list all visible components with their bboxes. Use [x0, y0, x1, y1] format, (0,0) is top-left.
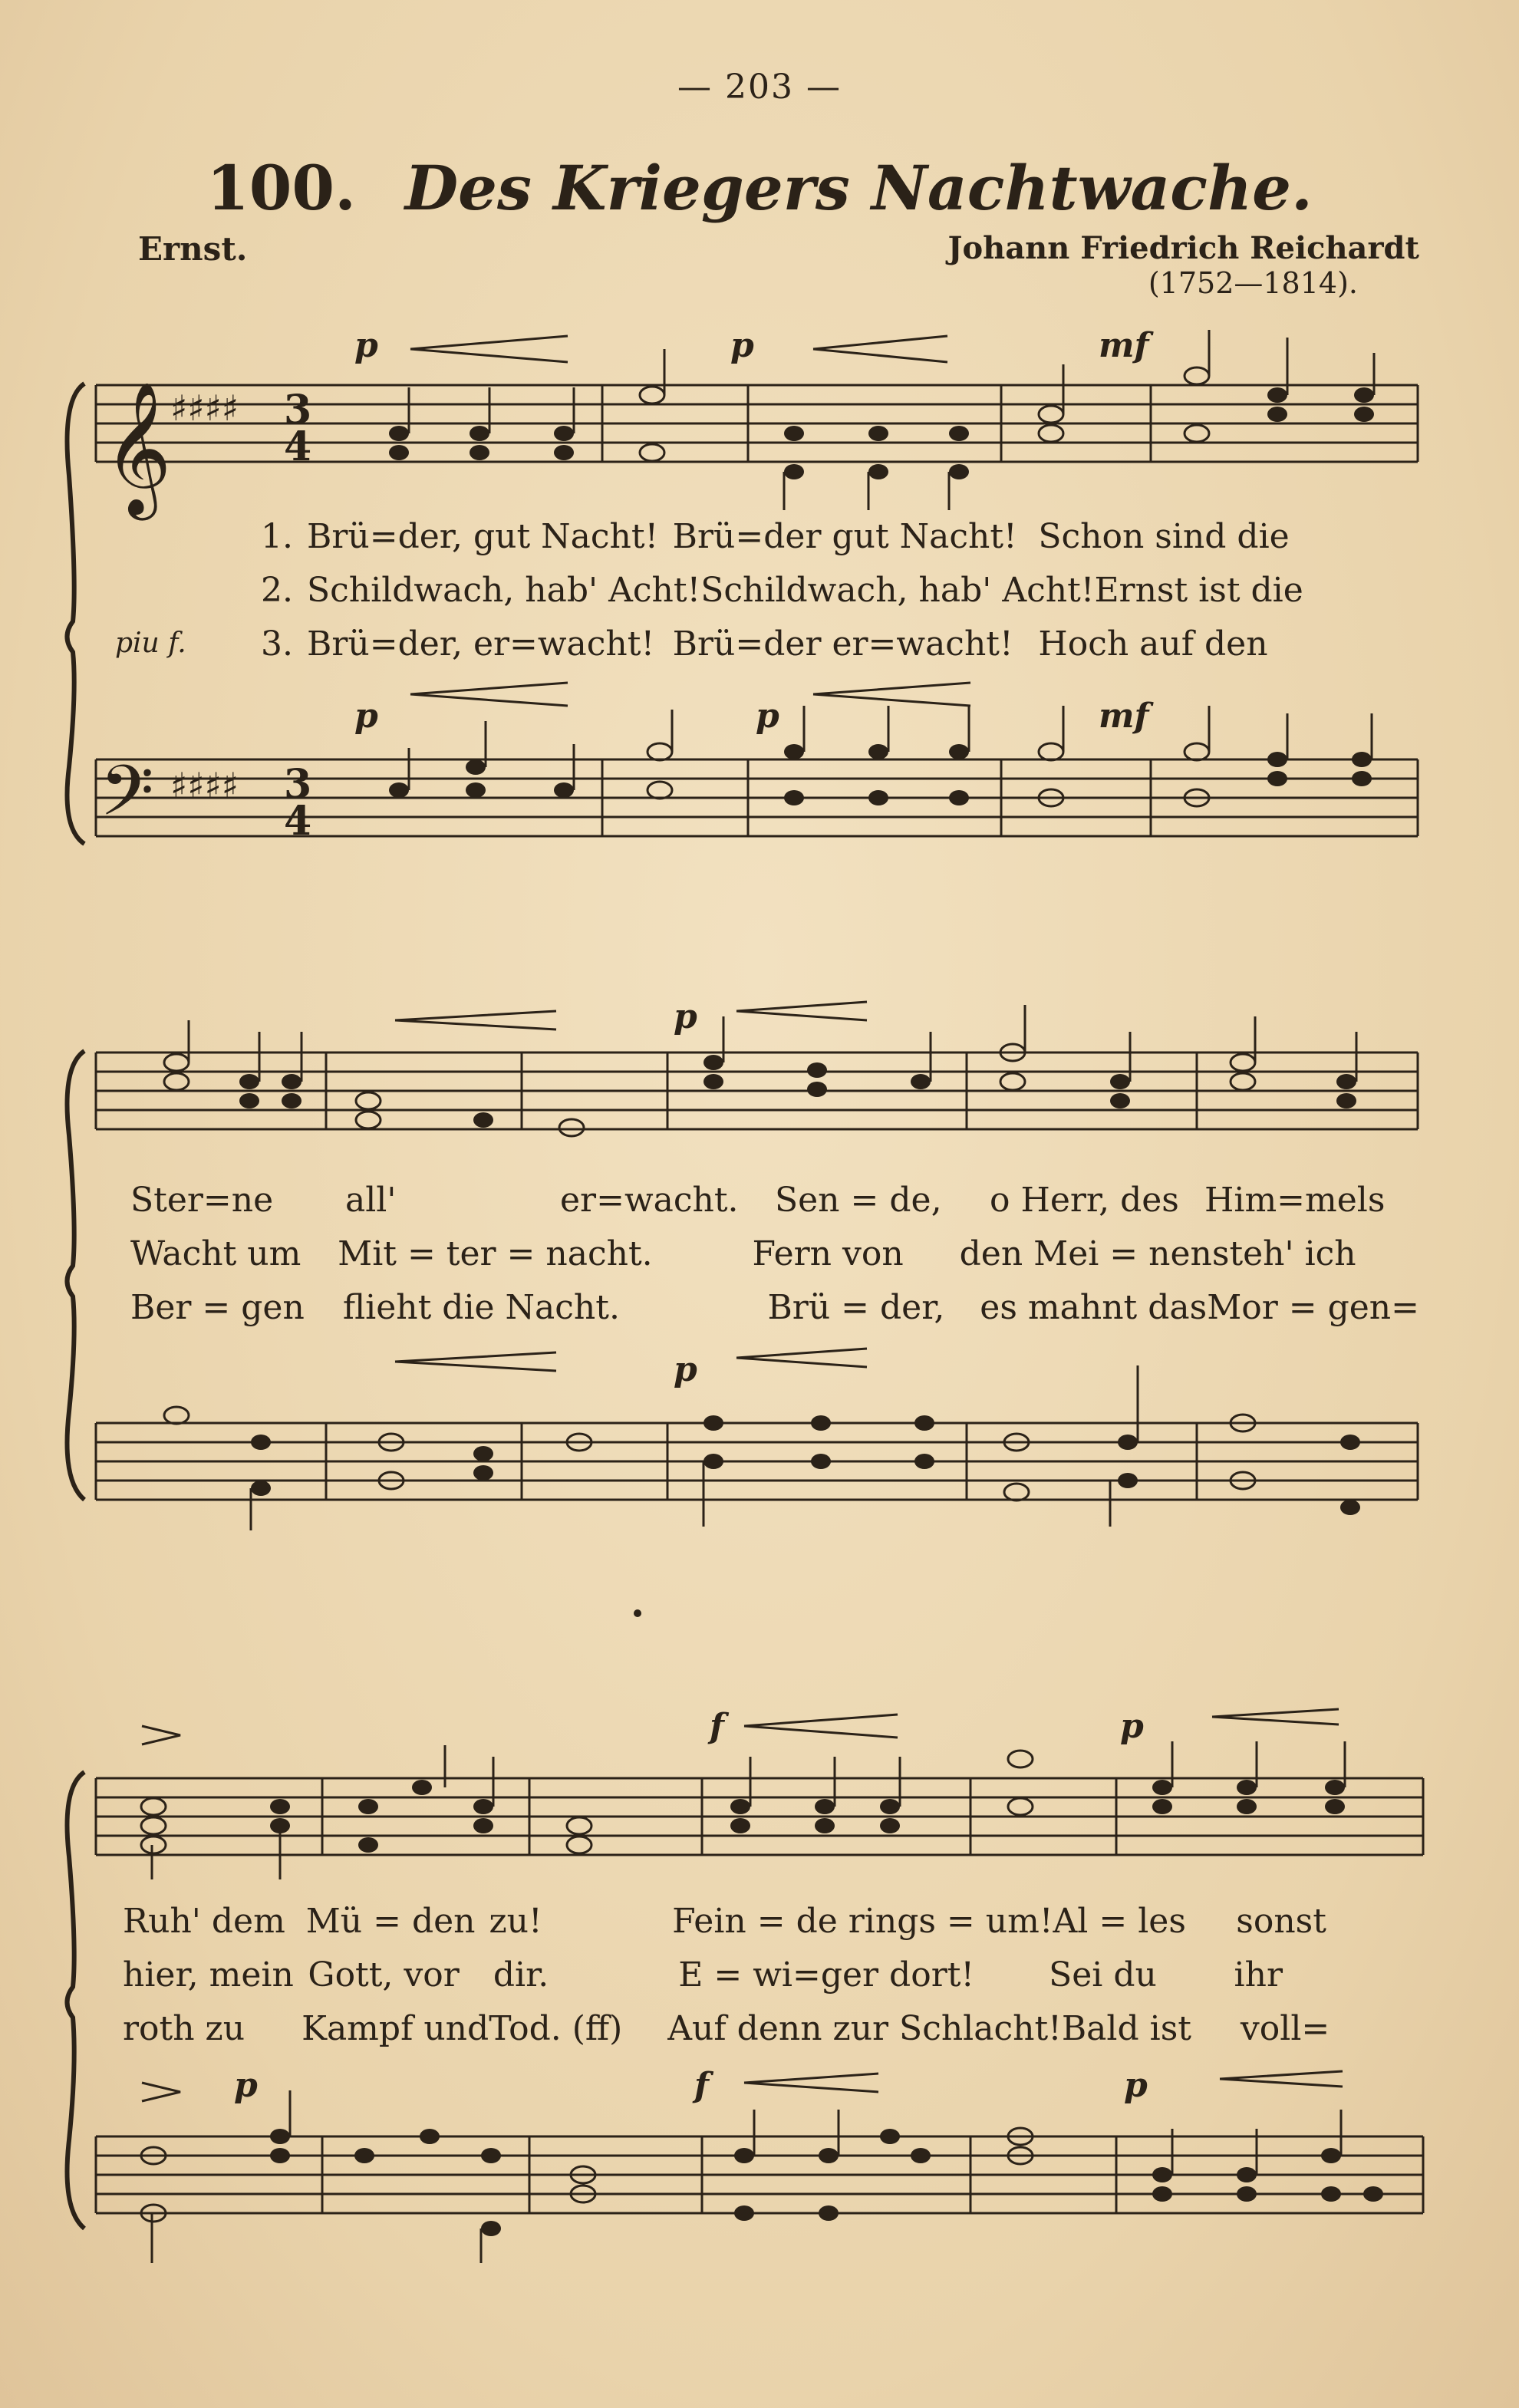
svg-text:♯♯♯♯: ♯♯♯♯	[170, 765, 239, 806]
lyric-fragment: sonst	[1236, 1902, 1326, 1941]
lyric-fragment: Schon sind die	[1038, 517, 1290, 556]
dynamic-mark: p	[730, 326, 754, 365]
system-3-lyrics	[123, 1895, 1419, 2056]
crescendo-hairpin	[813, 683, 970, 706]
system-1-brace	[68, 384, 85, 844]
svg-text:3: 3	[284, 761, 312, 808]
lyric-fragment: E = wi=ger dort!	[678, 1955, 975, 1995]
lyric-fragment: Mor = gen=	[1207, 1288, 1420, 1327]
lyric-fragment: Wacht um	[130, 1234, 301, 1273]
dynamic-mark: p	[756, 697, 779, 736]
lyric-fragment: Sei du	[1049, 1955, 1157, 1995]
lyric-fragment: Brü=der er=wacht!	[672, 624, 1013, 664]
lyric-fragment: 3.	[261, 624, 293, 664]
lyric-fragment: den Mei = nen	[959, 1234, 1212, 1273]
lyric-fragment: Brü=der, gut Nacht!	[307, 517, 659, 556]
verse-1-line	[123, 1895, 1419, 1948]
dynamic-mark: mf	[1099, 697, 1149, 736]
print-dot	[634, 1609, 641, 1617]
verse-3-line	[123, 2002, 1419, 2056]
lyric-fragment: Tod. (ff)	[489, 2009, 623, 2048]
verse-2-line	[130, 1227, 1419, 1281]
verse-1-line	[130, 1174, 1419, 1227]
lyric-fragment: Brü=der gut Nacht!	[672, 517, 1017, 556]
lyric-fragment: Ruh' dem	[123, 1902, 285, 1941]
lyric-fragment: steh' ich	[1211, 1234, 1356, 1273]
dynamic-mark: p	[674, 1350, 697, 1389]
svg-text:4: 4	[284, 798, 312, 845]
verse-3-line	[130, 1281, 1419, 1335]
piu-forte-mark: piu f.	[115, 628, 186, 659]
system-2-treble-staff	[96, 1052, 1418, 1129]
lyric-fragment: Hoch auf den	[1038, 624, 1268, 664]
system-2-brace	[68, 1051, 85, 1500]
dynamic-mark: f	[694, 2066, 709, 2105]
lyric-fragment: Kampf und	[301, 2009, 489, 2048]
lyric-fragment: Al = les	[1053, 1902, 1186, 1941]
lyric-fragment: all'	[345, 1181, 397, 1220]
song-title: Des Kriegers Nachtwache.	[404, 152, 1313, 224]
bass-clef: 𝄢	[100, 750, 154, 848]
lyric-fragment: Brü=der, er=wacht!	[307, 624, 655, 664]
lyric-fragment: Ernst ist die	[1094, 571, 1303, 610]
dynamic-mark: p	[1120, 1707, 1144, 1746]
crescendo-hairpin	[813, 336, 947, 362]
dynamic-mark: p	[354, 697, 378, 736]
verse-2-line	[123, 1948, 1419, 2002]
verse-2-line	[261, 564, 1404, 618]
lyric-fragment: Auf denn zur Schlacht!	[667, 2009, 1062, 2048]
composer-dates: (1752—1814).	[1148, 266, 1358, 300]
lyric-fragment: Ster=ne	[130, 1181, 274, 1220]
dynamic-mark: mf	[1099, 326, 1149, 365]
lyric-fragment: Him=mels	[1204, 1181, 1386, 1220]
lyric-fragment: zu!	[489, 1902, 542, 1941]
key-signature-sharps: ♯♯♯♯	[170, 387, 239, 429]
lyric-fragment: Schildwach, hab' Acht!	[700, 571, 1095, 610]
lyric-fragment: ihr	[1234, 1955, 1283, 1995]
dynamic-mark: p	[674, 997, 697, 1036]
lyric-fragment: Schildwach, hab' Acht!	[307, 571, 701, 610]
lyric-fragment: er=wacht.	[560, 1181, 739, 1220]
tempo-marking: Ernst.	[138, 230, 248, 268]
crescendo-hairpin	[410, 336, 568, 362]
lyric-fragment: Ber = gen	[130, 1288, 305, 1327]
system-1-lyrics	[261, 510, 1404, 671]
page-number: — 203 —	[677, 68, 842, 107]
system-2-lyrics	[130, 1174, 1419, 1335]
lyric-fragment: 1.	[261, 517, 293, 556]
lyric-fragment: roth zu	[123, 2009, 245, 2048]
dynamic-mark: p	[234, 2066, 258, 2105]
lyric-fragment: hier, mein	[123, 1955, 294, 1995]
svg-text:3: 3	[284, 387, 312, 433]
song-number: 100.	[206, 152, 356, 224]
system-3-brace	[68, 1772, 85, 2228]
dynamic-mark: p	[354, 326, 378, 365]
composer-name: Johann Friedrich Reichardt	[947, 230, 1419, 266]
lyric-fragment: Brü = der,	[767, 1288, 945, 1327]
lyric-fragment: Bald ist	[1061, 2009, 1191, 2048]
lyric-fragment: Fern von	[752, 1234, 904, 1273]
verse-3-line	[261, 618, 1404, 671]
treble-clef: 𝄞	[104, 381, 172, 515]
lyric-fragment: Mit = ter = nacht.	[338, 1234, 653, 1273]
dynamic-mark: f	[710, 1707, 724, 1746]
lyric-fragment: es mahnt das	[980, 1288, 1208, 1327]
lyric-fragment: Fein = de rings = um!	[672, 1902, 1053, 1941]
system-3-treble-staff	[96, 1778, 1423, 1855]
system-2-bass-staff	[96, 1423, 1418, 1500]
lyric-fragment: o Herr, des	[990, 1181, 1179, 1220]
lyric-fragment: Mü = den	[305, 1902, 476, 1941]
svg-text:4: 4	[284, 423, 312, 470]
crescendo-hairpin	[410, 683, 568, 706]
system-3-bass-staff	[96, 2136, 1423, 2213]
lyric-fragment: flieht die Nacht.	[342, 1288, 620, 1327]
lyric-fragment: 2.	[261, 571, 293, 610]
lyric-fragment: voll=	[1240, 2009, 1330, 2048]
lyric-fragment: dir.	[493, 1955, 549, 1995]
dynamic-mark: p	[1124, 2066, 1148, 2105]
lyric-fragment: Gott, vor	[308, 1955, 460, 1995]
verse-1-line	[261, 510, 1404, 564]
lyric-fragment: Sen = de,	[775, 1181, 942, 1220]
